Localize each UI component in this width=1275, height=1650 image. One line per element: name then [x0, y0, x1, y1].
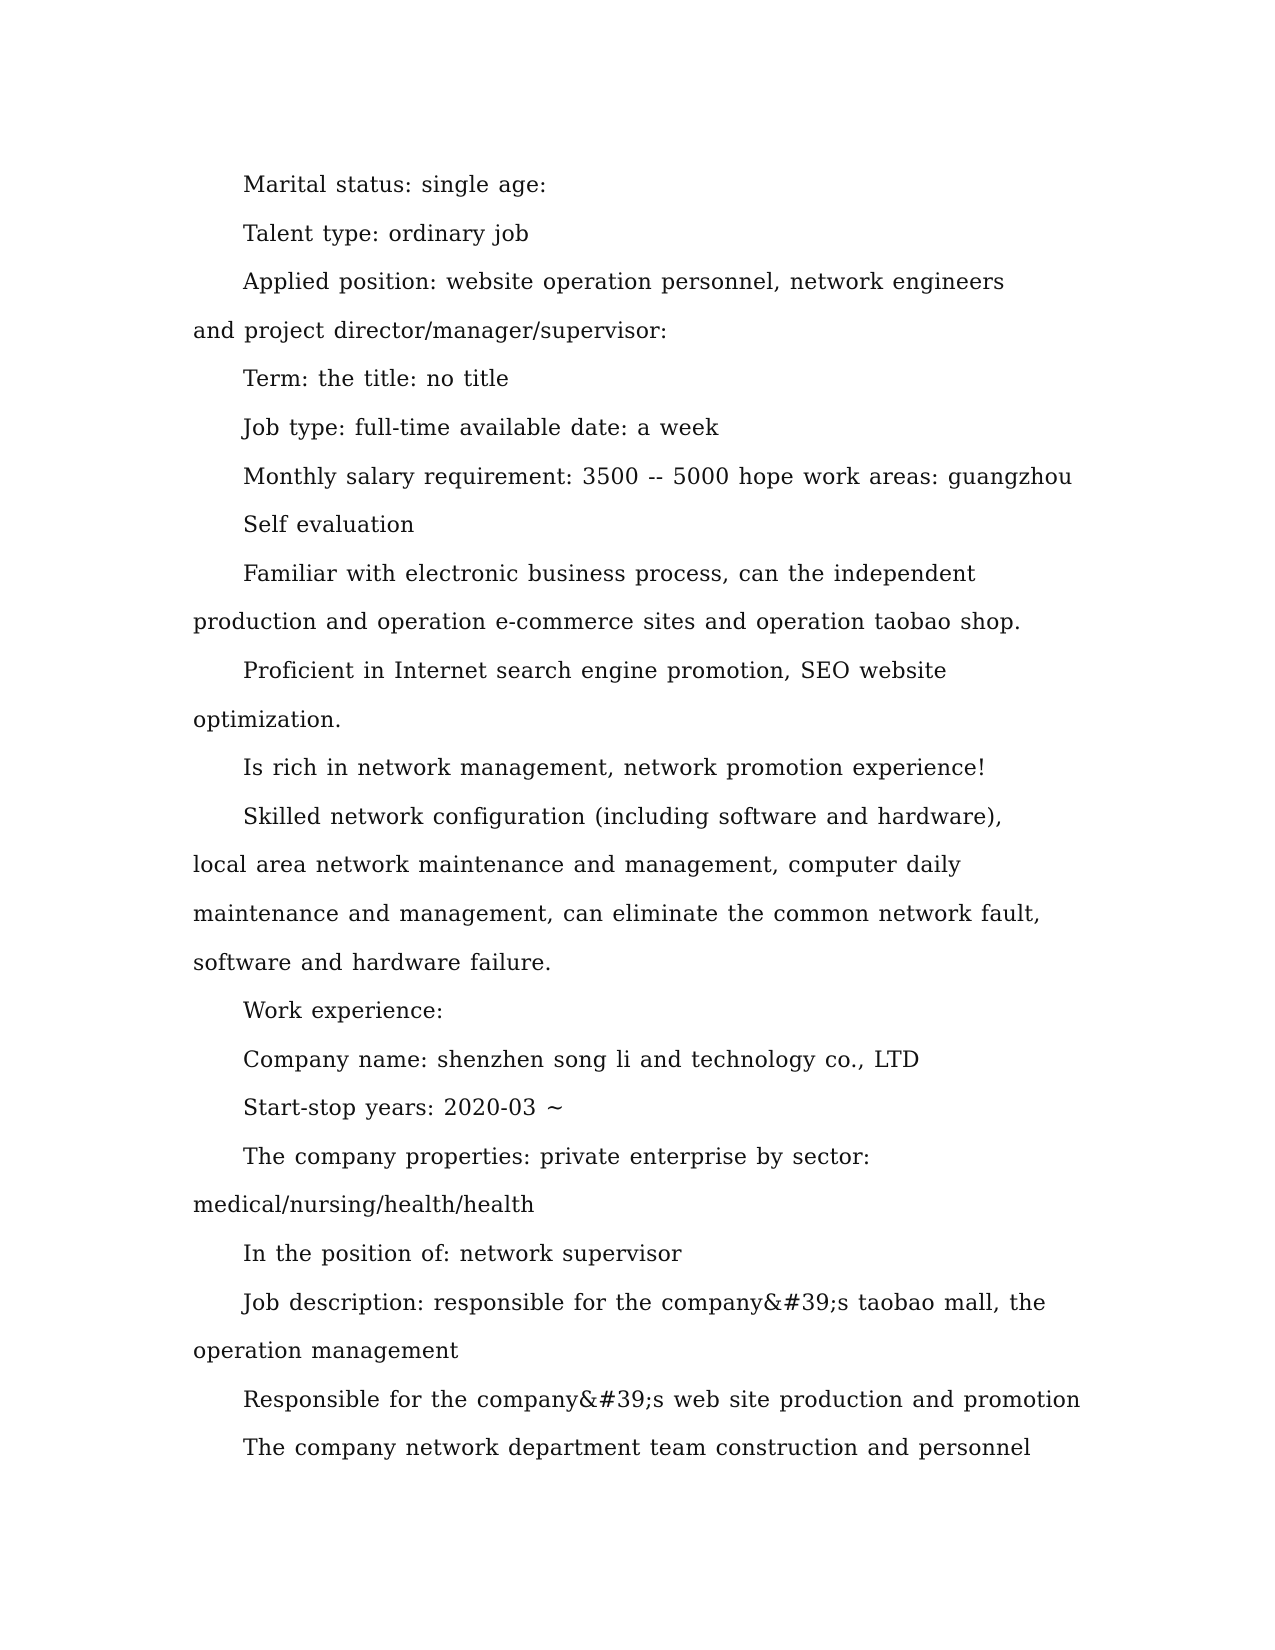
text-line: Monthly salary requirement: 3500 -- 5000 hope work areas: guangzhou: [243, 464, 1073, 490]
text-line: The company properties: private enterprise by sector:: [243, 1144, 871, 1170]
text-line: production and operation e-commerce sites and operation taobao shop.: [193, 610, 1022, 636]
text-line: Is rich in network management, network promotion experience!: [243, 756, 987, 782]
text-line: Self evaluation: [243, 513, 415, 539]
text-line: Job type: full-time available date: a week: [243, 415, 719, 441]
text-line: Talent type: ordinary job: [243, 221, 530, 247]
text-line: Proficient in Internet search engine promotion, SEO website: [243, 658, 947, 684]
text-line: local area network maintenance and management, computer daily: [193, 853, 961, 879]
text-line: Skilled network configuration (including software and hardware),: [243, 804, 1003, 830]
text-line: Company name: shenzhen song li and technology co., LTD: [243, 1047, 920, 1073]
text-line: Marital status: single age:: [243, 173, 547, 198]
text-line: Responsible for the company&#39;s web site production and promotion: [243, 1387, 1081, 1413]
resume-text-block: [193, 162, 1093, 1474]
text-line: Term: the title: no title: [243, 367, 510, 393]
text-line: maintenance and management, can eliminate the common network fault,: [193, 901, 1041, 927]
text-line: Job description: responsible for the company&#39;s taobao mall, the: [243, 1290, 1046, 1316]
text-line: optimization.: [193, 707, 342, 733]
text-line: software and hardware failure.: [193, 950, 552, 976]
text-line: medical/nursing/health/health: [193, 1193, 535, 1219]
text-line: and project director/manager/supervisor:: [193, 318, 668, 344]
text-line: The company network department team construction and personnel: [243, 1436, 1031, 1462]
text-line: Applied position: website operation personnel, network engineers: [243, 270, 1005, 296]
text-line: Work experience:: [243, 999, 444, 1025]
text-line: In the position of: network supervisor: [243, 1242, 682, 1268]
text-line: operation management: [193, 1339, 459, 1365]
text-line: Familiar with electronic business process, can the independent: [243, 561, 976, 587]
text-line: Start-stop years: 2020-03 ~: [243, 1096, 565, 1122]
